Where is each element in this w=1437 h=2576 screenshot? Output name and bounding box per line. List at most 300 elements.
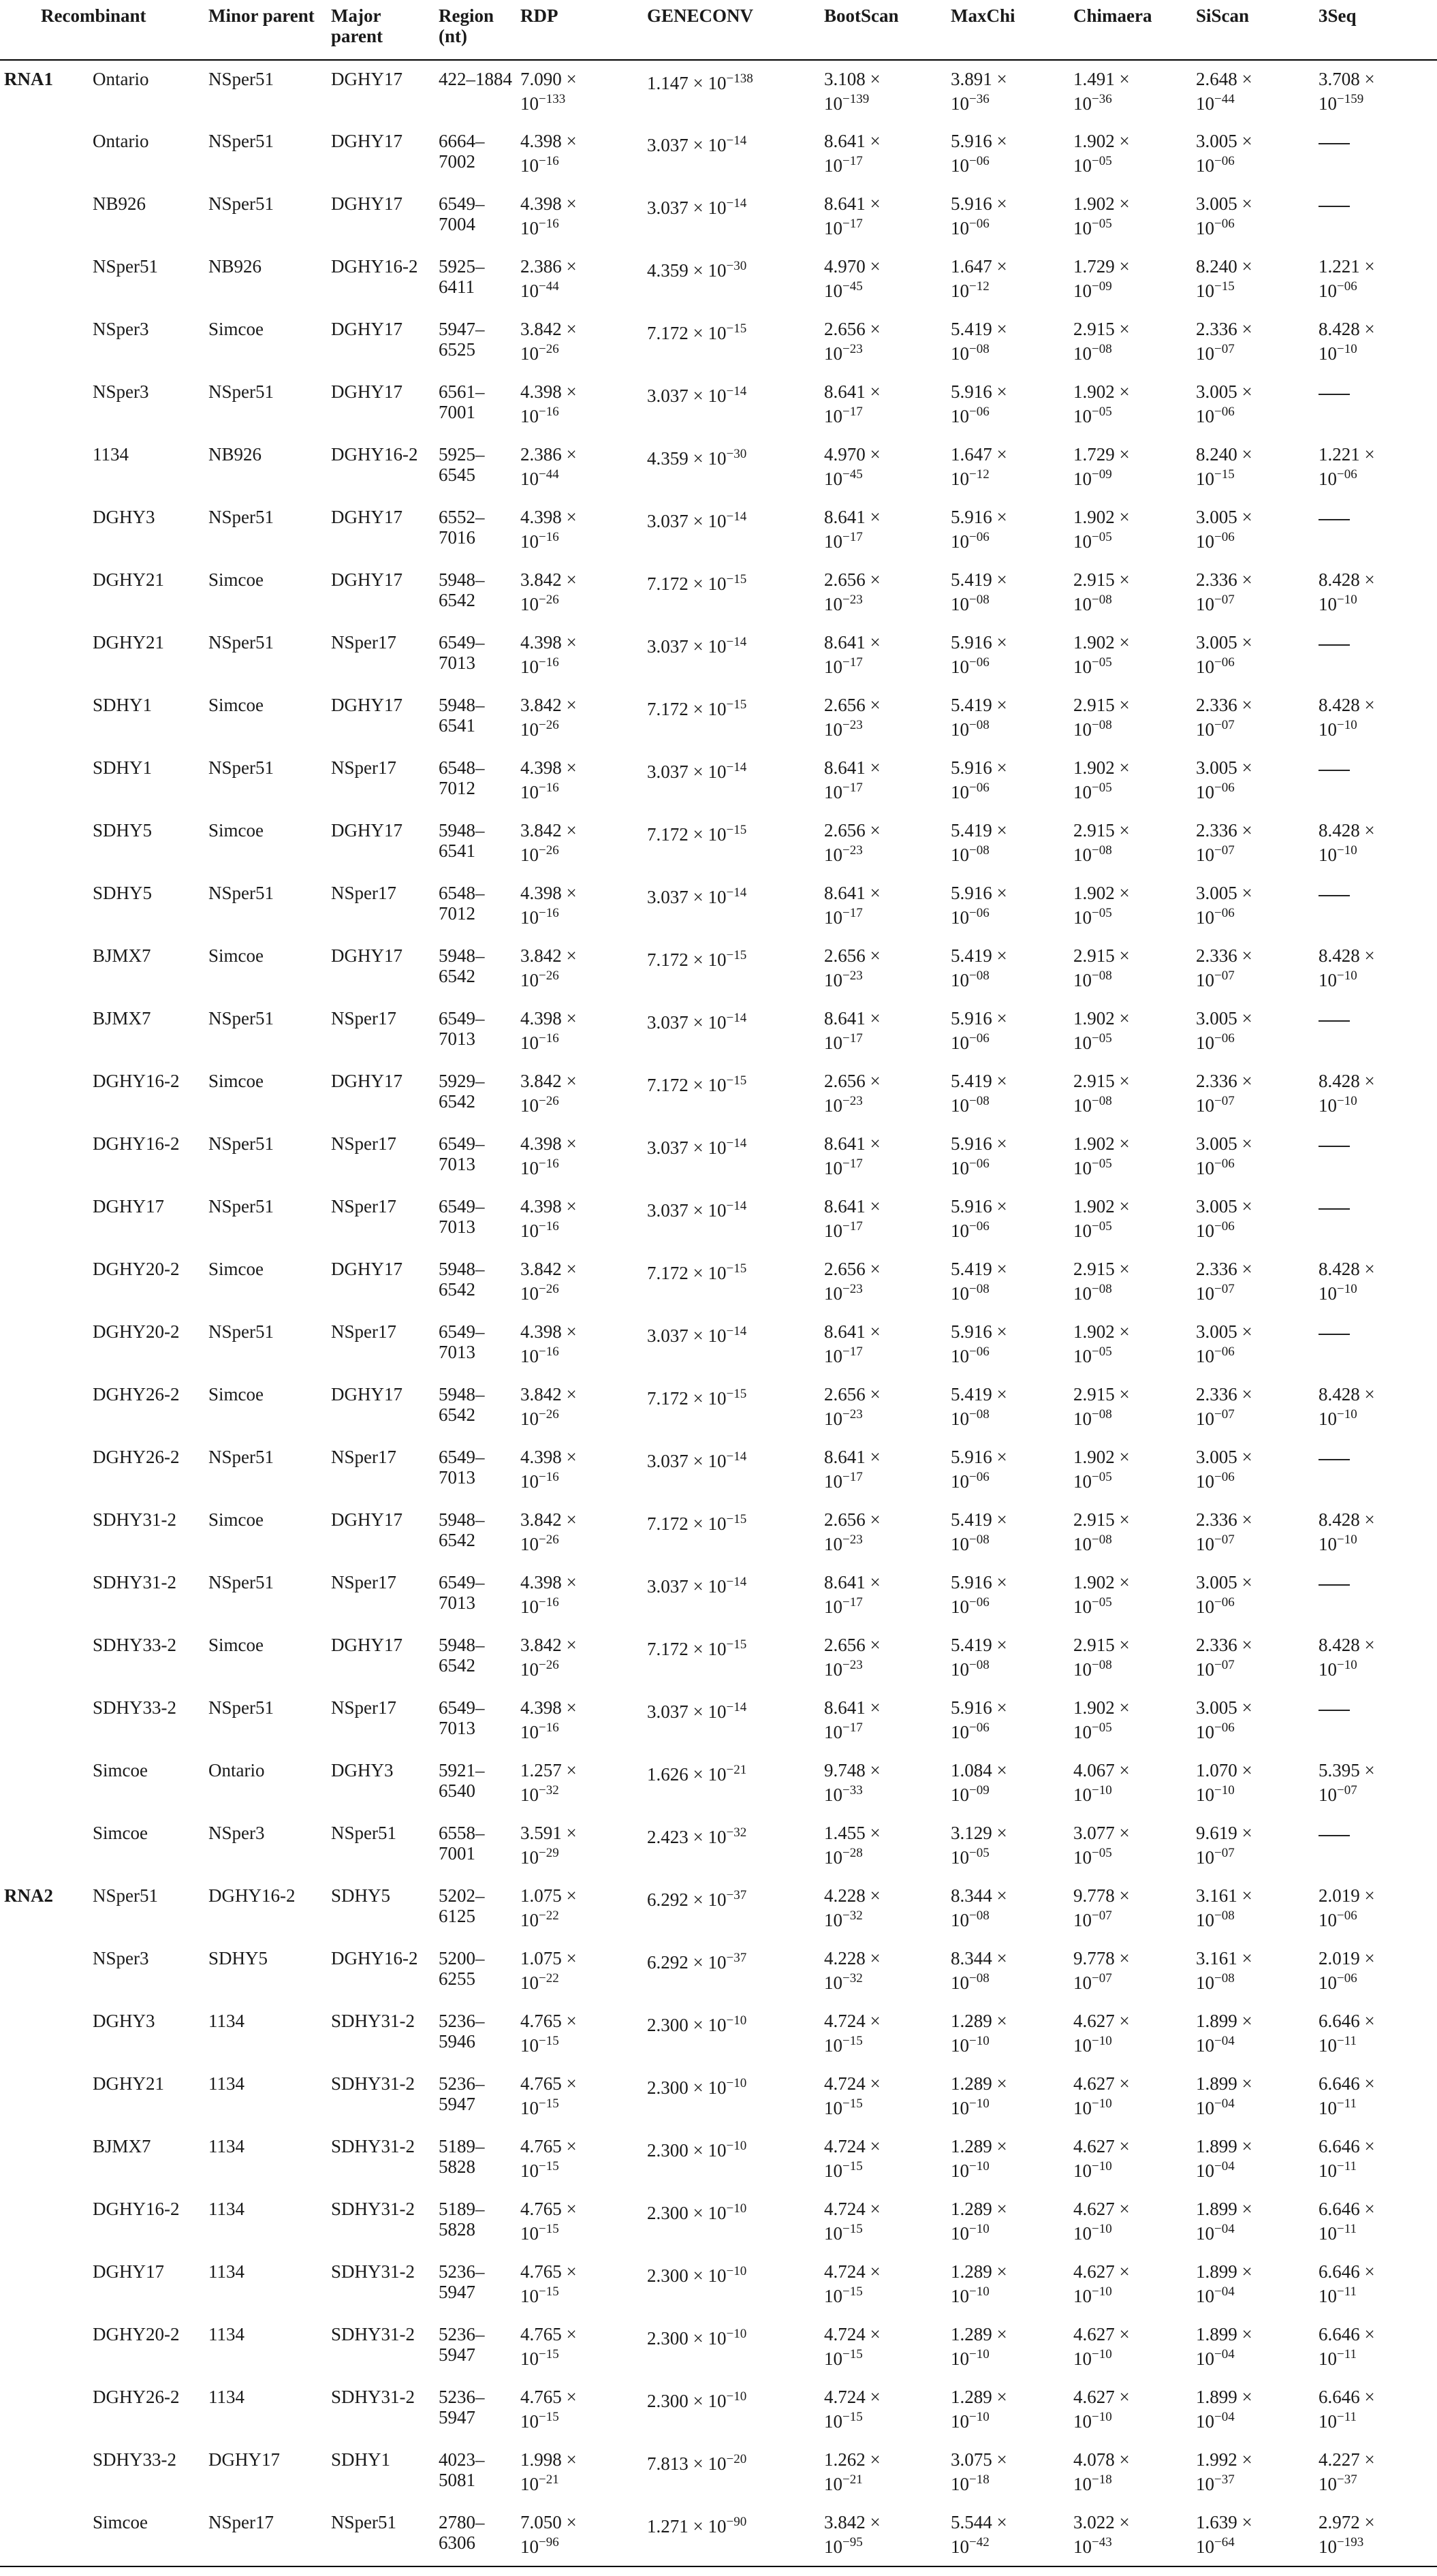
region-cell: [435, 60, 516, 123]
group-label: [0, 624, 89, 687]
p-value: 3.005 × $10^{-06}$: [1196, 507, 1252, 552]
rdp-cell: [516, 1439, 643, 1501]
region-cell: [435, 687, 516, 749]
p-value: 3.842 × $10^{-26}$: [520, 1259, 577, 1304]
p-value: 4.724 × $10^{-15}$: [824, 2136, 881, 2181]
maxchi-cell: [947, 1063, 1069, 1125]
maxchi-cell: [947, 436, 1069, 499]
region-cell: [435, 937, 516, 1000]
p-value: 8.641 × $10^{-17}$: [824, 1697, 881, 1742]
major-parent-cell: DGHY16-2: [331, 1948, 418, 1968]
p-value: 4.398 × $10^{-16}$: [520, 1572, 577, 1617]
p-value: 3.161 × $10^{-08}$: [1196, 1948, 1252, 1993]
p-value: 3.842 × $10^{-26}$: [520, 569, 577, 614]
p-value: $7.172 \times 10^{-15}$: [647, 1637, 747, 1659]
maxchi-cell: [947, 561, 1069, 624]
table-row: [0, 687, 1437, 749]
region-cell: [435, 1125, 516, 1188]
geneconv-cell: [643, 875, 820, 937]
p-value: 5.419 × $10^{-08}$: [951, 820, 1007, 865]
p-value: [1318, 381, 1350, 402]
p-value: 8.428 × $10^{-10}$: [1318, 820, 1375, 865]
rdp-cell: [516, 2378, 643, 2441]
p-value: 1.899 × $10^{-04}$: [1196, 2011, 1252, 2056]
group-label: [0, 1000, 89, 1063]
p-value: [1318, 1823, 1350, 1843]
maxchi-cell: [947, 2128, 1069, 2190]
rdp-cell: [516, 2441, 643, 2504]
minor-parent-cell: Simcoe: [208, 1384, 264, 1404]
p-value: 5.419 × $10^{-08}$: [951, 1259, 1007, 1304]
p-value: 4.765 × $10^{-15}$: [520, 2199, 577, 2244]
rdp-cell: [516, 185, 643, 248]
bootscan-cell: [820, 2065, 947, 2128]
p-value: [1318, 1133, 1350, 1154]
minor-parent-cell: 1134: [208, 2387, 244, 2407]
3seq-cell: [1314, 2253, 1437, 2316]
p-value: 2.915 × $10^{-08}$: [1073, 1384, 1130, 1429]
p-value: $3.037 \times 10^{-14}$: [647, 1449, 747, 1471]
p-value: 4.398 × $10^{-16}$: [520, 1447, 577, 1492]
chimaera-cell: [1069, 436, 1192, 499]
p-value: 8.428 × $10^{-10}$: [1318, 1071, 1375, 1116]
p-value: $7.172 \times 10^{-15}$: [647, 572, 747, 594]
rdp-cell: [516, 2065, 643, 2128]
table-row: [0, 248, 1437, 311]
group-label: [0, 1376, 89, 1439]
empty-dash: [1318, 1334, 1350, 1335]
bootscan-cell: [820, 1000, 947, 1063]
p-value: 5.916 × $10^{-06}$: [951, 1321, 1007, 1366]
bootscan-cell: [820, 373, 947, 436]
p-value: 8.240 × $10^{-15}$: [1196, 256, 1252, 301]
p-value: 5.916 × $10^{-06}$: [951, 883, 1007, 928]
geneconv-cell: [643, 1877, 820, 1940]
rdp-cell: [516, 2002, 643, 2065]
p-value: 1.289 × $10^{-10}$: [951, 2073, 1007, 2118]
table-row: [0, 1689, 1437, 1752]
p-value: 8.428 × $10^{-10}$: [1318, 569, 1375, 614]
minor-parent-cell: NSper51: [208, 632, 274, 653]
recombinant-cell: DGHY17: [93, 2261, 164, 2282]
header-maxchi: MaxChi: [947, 0, 1069, 60]
group-label: [0, 311, 89, 373]
minor-parent-cell: NSper51: [208, 1321, 274, 1342]
p-value: 8.641 × $10^{-17}$: [824, 1196, 881, 1241]
p-value: 5.419 × $10^{-08}$: [951, 1384, 1007, 1429]
p-value: 7.090 × $10^{-133}$: [520, 69, 577, 114]
p-value: 1.899 × $10^{-04}$: [1196, 2387, 1252, 2432]
p-value: 2.656 × $10^{-23}$: [824, 1071, 881, 1116]
chimaera-cell: [1069, 2190, 1192, 2253]
maxchi-cell: [947, 2378, 1069, 2441]
chimaera-cell: [1069, 2002, 1192, 2065]
p-value: 2.915 × $10^{-08}$: [1073, 1259, 1130, 1304]
p-value: 4.398 × $10^{-16}$: [520, 1008, 577, 1053]
p-value: 1.257 × $10^{-32}$: [520, 1760, 577, 1805]
minor-parent-cell: Simcoe: [208, 319, 264, 339]
recombinant-cell: SDHY31-2: [93, 1572, 177, 1592]
p-value: $7.172 \times 10^{-15}$: [647, 1512, 747, 1534]
rdp-cell: [516, 1564, 643, 1627]
bootscan-cell: [820, 1439, 947, 1501]
group-label: [0, 1439, 89, 1501]
chimaera-cell: [1069, 687, 1192, 749]
table-row: [0, 937, 1437, 1000]
3seq-cell: [1314, 1376, 1437, 1439]
minor-parent-cell: Simcoe: [208, 569, 264, 590]
header-recombinant: Recombinant: [0, 0, 204, 60]
minor-parent-cell: Simcoe: [208, 1071, 264, 1091]
p-value: 4.627 × $10^{-10}$: [1073, 2261, 1130, 2306]
maxchi-cell: [947, 2441, 1069, 2504]
p-value: 2.915 × $10^{-08}$: [1073, 695, 1130, 740]
p-value: 1.902 × $10^{-05}$: [1073, 1697, 1130, 1742]
p-value: 4.765 × $10^{-15}$: [520, 2387, 577, 2432]
rdp-cell: [516, 123, 643, 185]
p-value: 1.075 × $10^{-22}$: [520, 1948, 577, 1993]
p-value: 5.544 × $10^{-42}$: [951, 2512, 1007, 2557]
p-value: 2.656 × $10^{-23}$: [824, 820, 881, 865]
region-value: 6552– 7016: [439, 507, 485, 548]
geneconv-cell: [643, 1000, 820, 1063]
3seq-cell: [1314, 1063, 1437, 1125]
3seq-cell: [1314, 2316, 1437, 2378]
p-value: 1.902 × $10^{-05}$: [1073, 193, 1130, 238]
siscan-cell: [1192, 2065, 1314, 2128]
p-value: 3.842 × $10^{-26}$: [520, 1509, 577, 1554]
table-row: [0, 60, 1437, 123]
region-cell: [435, 248, 516, 311]
p-value: $7.172 \times 10^{-15}$: [647, 1387, 747, 1409]
p-value: 4.627 × $10^{-10}$: [1073, 2324, 1130, 2369]
bootscan-cell: [820, 1689, 947, 1752]
bootscan-cell: [820, 2378, 947, 2441]
recombinant-cell: Simcoe: [89, 2504, 204, 2566]
region-cell: [435, 812, 516, 875]
p-value: 1.262 × $10^{-21}$: [824, 2449, 881, 2494]
recombinant-cell: NSper3: [93, 381, 149, 402]
p-value: 2.336 × $10^{-07}$: [1196, 1071, 1252, 1116]
maxchi-cell: [947, 248, 1069, 311]
rdp-cell: [516, 2504, 643, 2566]
p-value: 1.902 × $10^{-05}$: [1073, 507, 1130, 552]
maxchi-cell: [947, 687, 1069, 749]
minor-parent-cell: NSper51: [208, 757, 274, 778]
group-label: [0, 1251, 89, 1313]
siscan-cell: [1192, 624, 1314, 687]
p-value: $7.172 \times 10^{-15}$: [647, 1073, 747, 1095]
chimaera-cell: [1069, 1815, 1192, 1877]
p-value: 5.419 × $10^{-08}$: [951, 1071, 1007, 1116]
siscan-cell: [1192, 436, 1314, 499]
p-value: $7.813 \times 10^{-20}$: [647, 2452, 747, 2474]
maxchi-cell: [947, 1877, 1069, 1940]
bootscan-cell: [820, 875, 947, 937]
minor-parent-cell: Simcoe: [208, 1635, 264, 1655]
group-label: [0, 875, 89, 937]
group-label: [0, 1627, 89, 1689]
p-value: 2.386 × $10^{-44}$: [520, 444, 577, 489]
p-value: 4.970 × $10^{-45}$: [824, 444, 881, 489]
group-label: [0, 2065, 89, 2128]
maxchi-cell: [947, 1689, 1069, 1752]
3seq-cell: [1314, 373, 1437, 436]
geneconv-cell: [643, 2441, 820, 2504]
siscan-cell: [1192, 2002, 1314, 2065]
p-value: $6.292 \times 10^{-37}$: [647, 1888, 747, 1910]
p-value: 1.289 × $10^{-10}$: [951, 2136, 1007, 2181]
recombinant-cell: SDHY33-2: [93, 1635, 177, 1655]
region-value: 6558– 7001: [439, 1823, 485, 1864]
minor-parent-cell: NSper51: [208, 1196, 274, 1216]
empty-dash: [1318, 1146, 1350, 1147]
bootscan-cell: [820, 248, 947, 311]
p-value: 1.491 × $10^{-36}$: [1073, 69, 1130, 114]
p-value: 4.970 × $10^{-45}$: [824, 256, 881, 301]
bootscan-cell: [820, 937, 947, 1000]
p-value: 2.656 × $10^{-23}$: [824, 1509, 881, 1554]
p-value: 3.842 × $10^{-95}$: [824, 2512, 881, 2557]
group-label: [0, 1501, 89, 1564]
minor-parent-cell: 1134: [208, 2011, 244, 2031]
group-label: [0, 937, 89, 1000]
group-label: [0, 812, 89, 875]
region-value: 6549– 7013: [439, 1572, 485, 1613]
maxchi-cell: [947, 812, 1069, 875]
chimaera-cell: [1069, 311, 1192, 373]
maxchi-cell: [947, 1627, 1069, 1689]
region-cell: [435, 1439, 516, 1501]
p-value: 2.336 × $10^{-07}$: [1196, 1384, 1252, 1429]
table-row: [0, 1376, 1437, 1439]
p-value: 1.899 × $10^{-04}$: [1196, 2073, 1252, 2118]
table-row: [0, 2253, 1437, 2316]
chimaera-cell: [1069, 2253, 1192, 2316]
p-value: 1.647 × $10^{-12}$: [951, 256, 1007, 301]
region-value: 5948– 6542: [439, 1384, 485, 1425]
p-value: 5.916 × $10^{-06}$: [951, 1697, 1007, 1742]
recombinant-cell: DGHY16-2: [93, 2199, 180, 2219]
table-row: [0, 1877, 1437, 1940]
3seq-cell: [1314, 1000, 1437, 1063]
p-value: 4.627 × $10^{-10}$: [1073, 2387, 1130, 2432]
3seq-cell: [1314, 436, 1437, 499]
major-parent-cell: DGHY17: [331, 1384, 402, 1404]
chimaera-cell: [1069, 60, 1192, 123]
recombinant-cell: DGHY17: [93, 1196, 164, 1216]
rdp-cell: [516, 60, 643, 123]
rdp-cell: [516, 2128, 643, 2190]
recombinant-cell: Simcoe: [93, 1823, 148, 1843]
group-label: [0, 2253, 89, 2316]
siscan-cell: [1192, 937, 1314, 1000]
siscan-cell: [1192, 1188, 1314, 1251]
group-label: [0, 499, 89, 561]
bootscan-cell: [820, 687, 947, 749]
p-value: 5.916 × $10^{-06}$: [951, 1008, 1007, 1053]
geneconv-cell: [643, 1940, 820, 2002]
geneconv-cell: [643, 1439, 820, 1501]
maxchi-cell: [947, 1125, 1069, 1188]
p-value: $7.172 \times 10^{-15}$: [647, 948, 747, 970]
recombinant-cell: Simcoe: [93, 1760, 148, 1780]
major-parent-cell: NSper17: [331, 632, 396, 653]
recombinant-cell: SDHY33-2: [93, 1697, 177, 1718]
empty-dash: [1318, 644, 1350, 646]
p-value: 5.419 × $10^{-08}$: [951, 695, 1007, 740]
p-value: 1.084 × $10^{-09}$: [951, 1760, 1007, 1805]
empty-dash: [1318, 394, 1350, 395]
p-value: 9.778 × $10^{-07}$: [1073, 1885, 1130, 1930]
minor-parent-cell: 1134: [208, 2324, 244, 2344]
table-row: [0, 2128, 1437, 2190]
rdp-cell: [516, 2316, 643, 2378]
region-cell: [435, 2441, 516, 2504]
region-cell: [435, 749, 516, 812]
p-value: 8.641 × $10^{-17}$: [824, 193, 881, 238]
p-value: 2.648 × $10^{-44}$: [1196, 69, 1252, 114]
siscan-cell: [1192, 812, 1314, 875]
p-value: 1.455 × $10^{-28}$: [824, 1823, 881, 1868]
major-parent-cell: DGHY17: [331, 1635, 402, 1655]
p-value: 1.899 × $10^{-04}$: [1196, 2136, 1252, 2181]
siscan-cell: [1192, 499, 1314, 561]
p-value: 3.842 × $10^{-26}$: [520, 695, 577, 740]
region-cell: [435, 2378, 516, 2441]
p-value: 4.724 × $10^{-15}$: [824, 2387, 881, 2432]
group-label: RNA1: [4, 69, 53, 89]
p-value: 6.646 × $10^{-11}$: [1318, 2261, 1375, 2306]
3seq-cell: [1314, 1877, 1437, 1940]
p-value: 2.915 × $10^{-08}$: [1073, 569, 1130, 614]
maxchi-cell: [947, 1188, 1069, 1251]
chimaera-cell: [1069, 499, 1192, 561]
major-parent-cell: SDHY5: [331, 1885, 391, 1906]
region-cell: [435, 499, 516, 561]
major-parent-cell: NSper17: [331, 1697, 396, 1718]
maxchi-cell: [947, 373, 1069, 436]
p-value: 6.646 × $10^{-11}$: [1318, 2136, 1375, 2181]
rdp-cell: [516, 1188, 643, 1251]
table-row: [0, 2002, 1437, 2065]
chimaera-cell: [1069, 937, 1192, 1000]
3seq-cell: [1314, 499, 1437, 561]
table-row: [0, 373, 1437, 436]
group-label: [0, 1752, 89, 1815]
p-value: 1.289 × $10^{-10}$: [951, 2199, 1007, 2244]
siscan-cell: [1192, 1627, 1314, 1689]
region-value: 5948– 6542: [439, 1259, 485, 1300]
3seq-cell: [1314, 2378, 1437, 2441]
siscan-cell: [1192, 2128, 1314, 2190]
p-value: 4.398 × $10^{-16}$: [520, 883, 577, 928]
p-value: 1.902 × $10^{-05}$: [1073, 1133, 1130, 1178]
p-value: 2.656 × $10^{-23}$: [824, 1384, 881, 1429]
bootscan-cell: [820, 2316, 947, 2378]
maxchi-cell: [947, 1815, 1069, 1877]
group-label: [0, 1815, 89, 1877]
chimaera-cell: [1069, 1940, 1192, 2002]
p-value: [1318, 1321, 1350, 1342]
major-parent-cell: SDHY1: [331, 2449, 391, 2470]
geneconv-cell: [643, 1752, 820, 1815]
p-value: 8.240 × $10^{-15}$: [1196, 444, 1252, 489]
p-value: $2.300 \times 10^{-10}$: [647, 2076, 747, 2098]
major-parent-cell: DGHY17: [331, 820, 402, 841]
header-geneconv: GENECONV: [643, 0, 820, 60]
3seq-cell: [1314, 624, 1437, 687]
p-value: $3.037 \times 10^{-14}$: [647, 196, 747, 218]
major-parent-cell: DGHY16-2: [331, 256, 418, 277]
geneconv-cell: [643, 1501, 820, 1564]
recombinant-cell: DGHY21: [93, 569, 164, 590]
group-label: [0, 1313, 89, 1376]
chimaera-cell: [1069, 2378, 1192, 2441]
minor-parent-cell: Simcoe: [208, 695, 264, 715]
p-value: 4.398 × $10^{-16}$: [520, 1196, 577, 1241]
p-value: 3.005 × $10^{-06}$: [1196, 1321, 1252, 1366]
p-value: 1.902 × $10^{-05}$: [1073, 1572, 1130, 1617]
table-row: [0, 2441, 1437, 2504]
p-value: 8.428 × $10^{-10}$: [1318, 945, 1375, 990]
chimaera-cell: [1069, 1627, 1192, 1689]
region-cell: [435, 875, 516, 937]
siscan-cell: [1192, 60, 1314, 123]
bootscan-cell: [820, 561, 947, 624]
p-value: 3.591 × $10^{-29}$: [520, 1823, 577, 1868]
chimaera-cell: [1069, 1313, 1192, 1376]
p-value: 5.419 × $10^{-08}$: [951, 319, 1007, 364]
maxchi-cell: [947, 1251, 1069, 1313]
p-value: 3.842 × $10^{-26}$: [520, 319, 577, 364]
geneconv-cell: [643, 687, 820, 749]
p-value: 1.289 × $10^{-10}$: [951, 2261, 1007, 2306]
bootscan-cell: [820, 499, 947, 561]
bootscan-cell: [820, 60, 947, 123]
p-value: 9.778 × $10^{-07}$: [1073, 1948, 1130, 1993]
bootscan-cell: [820, 1564, 947, 1627]
empty-dash: [1318, 1208, 1350, 1210]
p-value: 5.419 × $10^{-08}$: [951, 1635, 1007, 1680]
3seq-cell: [1314, 60, 1437, 123]
maxchi-cell: [947, 875, 1069, 937]
group-label: [0, 1125, 89, 1188]
p-value: 6.646 × $10^{-11}$: [1318, 2324, 1375, 2369]
geneconv-cell: [643, 1376, 820, 1439]
minor-parent-cell: NSper51: [208, 1133, 274, 1154]
maxchi-cell: [947, 1439, 1069, 1501]
maxchi-cell: [947, 60, 1069, 123]
siscan-cell: [1192, 1689, 1314, 1752]
maxchi-cell: [947, 123, 1069, 185]
table-row: [0, 1125, 1437, 1188]
3seq-cell: [1314, 2190, 1437, 2253]
p-value: 4.398 × $10^{-16}$: [520, 381, 577, 426]
3seq-cell: [1314, 2441, 1437, 2504]
table-row: [0, 561, 1437, 624]
minor-parent-cell: NSper51: [208, 1008, 274, 1028]
table-row: [0, 1627, 1437, 1689]
p-value: 4.398 × $10^{-16}$: [520, 757, 577, 802]
p-value: $2.300 \times 10^{-10}$: [647, 2201, 747, 2223]
bootscan-cell: [820, 185, 947, 248]
rdp-cell: [516, 373, 643, 436]
3seq-cell: [1314, 123, 1437, 185]
p-value: 3.108 × $10^{-139}$: [824, 69, 881, 114]
bootscan-cell: [820, 2441, 947, 2504]
table-row: [0, 311, 1437, 373]
